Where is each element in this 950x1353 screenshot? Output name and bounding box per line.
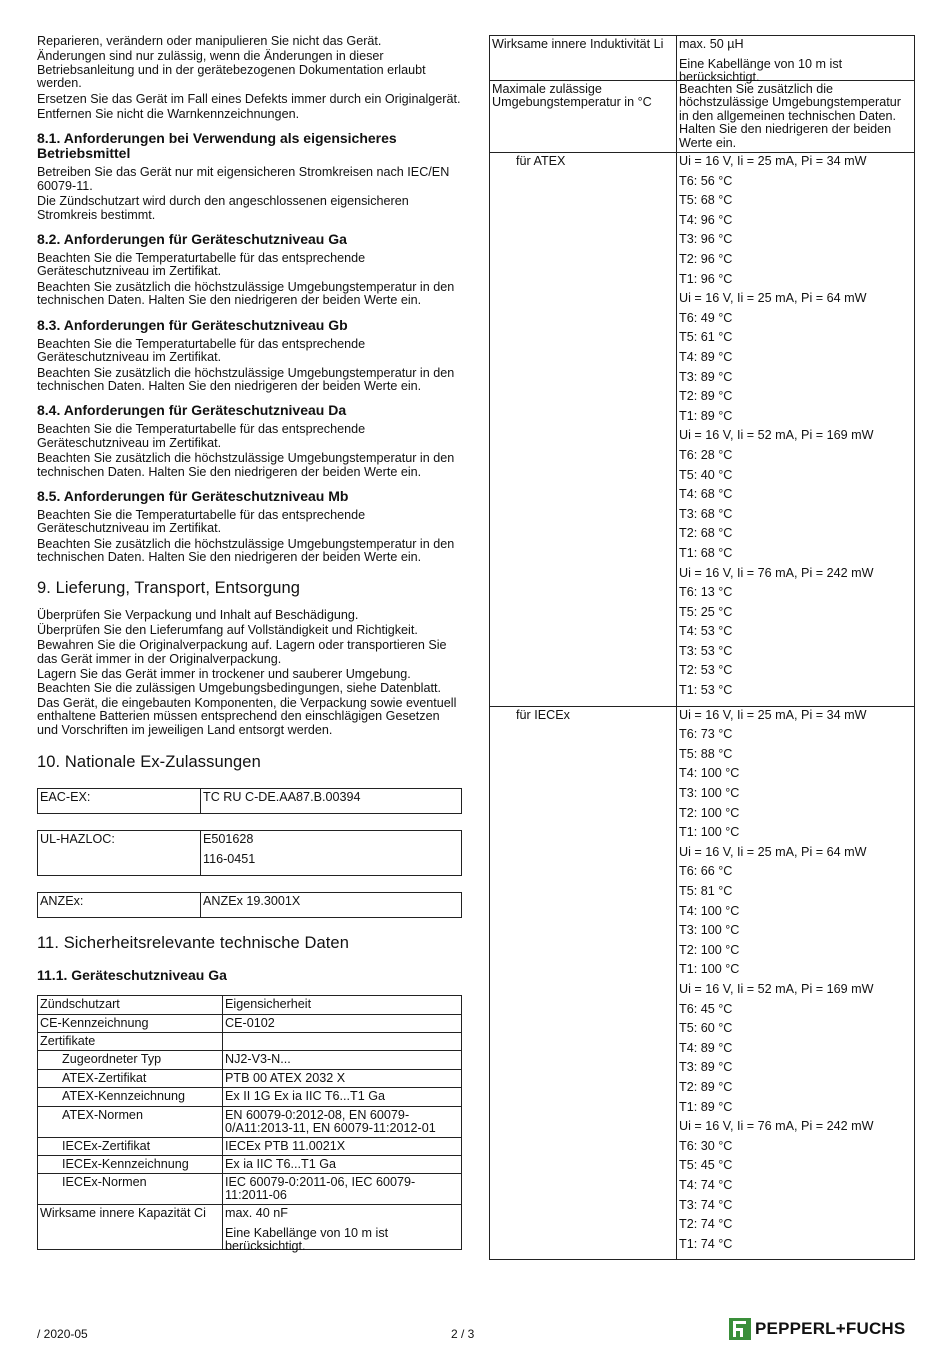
temp-value-line: T2: 89 °C [679,1079,733,1094]
tech-value [223,1156,462,1174]
paragraph: Überprüfen Sie Verpackung und Inhalt auf Beschädigung. [37,607,359,622]
temp-value-line: T2: 53 °C [679,663,733,678]
section-8-4 [37,403,462,479]
tech-value-line: Ex II 1G Ex ia IIC T6...T1 Ga [225,1089,386,1104]
approval-value-line: 116-0451 [203,852,256,867]
tech-row [38,1051,462,1069]
paragraph: Beachten Sie die Temperaturtabelle für das entsprechende Geräteschutzniveau im Zertifikat. [37,507,366,536]
approval-key: UL-HAZLOC: [38,831,201,876]
tech-row [38,1156,462,1174]
temp-value-line: Ui = 16 V, Ii = 25 mA, Pi = 34 mW [679,707,867,722]
temp-value-line: T5: 45 °C [679,1158,733,1173]
temp-value-line: T3: 100 °C [679,923,740,938]
tech-value-line: max. 40 nF [225,1206,288,1221]
temp-value-line: T4: 89 °C [679,1040,733,1055]
tech-key: CE-Kennzeichnung [38,1014,223,1032]
paragraph: Reparieren, verändern oder manipulieren Sie nicht das Gerät. [37,34,382,48]
temp-value [677,706,915,1260]
tech-value-line: CE-0102 [225,1015,275,1030]
temp-value-line: T5: 25 °C [679,604,733,619]
tech-data-table [37,995,462,1254]
tech-key: Wirksame innere Kapazität Ci [38,1205,223,1250]
temp-value-line: T2: 89 °C [679,389,733,404]
temp-value-line: T2: 100 °C [679,805,740,820]
approval-value [201,893,462,918]
section-11-1-title: 11.1. Geräteschutzniveau Ga [37,967,227,984]
paragraph: Bewahren Sie die Originalverpackung auf. Lagern oder transportieren Sie das Gerät immer in der Originalverpackung. [37,638,447,666]
tech-row [38,1069,462,1087]
temp-value-line: T3: 53 °C [679,643,733,658]
tech-value-line: EN 60079-0:2012-08, EN 60079-0/A11:2013-11, EN 60079-11:2012-01 [225,1107,436,1135]
temp-key: für ATEX [490,153,677,707]
tech-value-line: Ex ia IIC T6...T1 Ga [225,1157,337,1172]
subsection-title: 8.3. Anforderungen für Geräteschutzniveau Gb [37,316,348,333]
tech-row [38,1174,462,1205]
paragraph: Entfernen Sie nicht die Warnkennzeichnungen. [37,107,300,122]
tech-value [223,1014,462,1032]
approval-table [37,830,462,876]
temp-key: Wirksame innere Induktivität Li [490,36,677,81]
tech-row [38,1137,462,1155]
temp-row [490,36,915,81]
tech-key: ATEX-Normen [38,1106,223,1137]
temp-row [490,706,915,1260]
paragraph: Beachten Sie zusätzlich die höchstzulässige Umgebungstemperatur in den technischen Daten. Halten Sie den niedrigeren der beiden Werte ein. [37,365,455,393]
paragraph: Beachten Sie die Temperaturtabelle für das entsprechende Geräteschutzniveau im Zertifikat. [37,251,366,279]
subsection-title: 8.4. Anforderungen für Geräteschutzniveau Da [37,402,347,419]
temp-value-line: T2: 96 °C [679,252,733,266]
approval-table [37,788,462,814]
approval-key: EAC-EX: [38,789,201,814]
temp-value-line: Ui = 16 V, Ii = 52 mA, Pi = 169 mW [679,428,874,443]
tech-row [38,1088,462,1106]
section-8-1 [37,131,462,222]
temp-value-line: T4: 53 °C [679,624,733,639]
temp-value-line: Ui = 16 V, Ii = 25 mA, Pi = 34 mW [679,154,867,169]
tech-value-line: IEC 60079-0:2011-06, IEC 60079-11:2011-06 [225,1175,416,1203]
paragraph: Überprüfen Sie den Lieferumfang auf Vollständigkeit und Richtigkeit. [37,622,418,637]
temp-value-line: T5: 88 °C [679,746,733,761]
temp-value-line: T6: 30 °C [679,1138,733,1153]
paragraph: Die Zündschutzart wird durch den angeschlossenen eigensicheren Stromkreis bestimmt. [37,194,409,222]
tech-value [223,1033,462,1051]
temp-value-line: T5: 61 °C [679,330,733,345]
temp-key: für IECEx [490,706,677,1260]
tech-value-line: Eigensicherheit [225,997,312,1012]
temp-value-line: T3: 89 °C [679,1060,733,1075]
approval-table [37,892,462,918]
brand-name: PEPPERL+FUCHS [755,1319,906,1339]
temp-value-line: Ui = 16 V, Ii = 52 mA, Pi = 169 mW [679,981,874,996]
temp-value [677,81,915,153]
temp-value-line: T1: 100 °C [679,825,740,840]
tech-value [223,1205,462,1254]
tech-row [38,1033,462,1051]
paragraph: Betreiben Sie das Gerät nur mit eigensicheren Stromkreisen nach IEC/EN 60079-11. [37,165,450,193]
paragraph: Beachten Sie die Temperaturtabelle für das entsprechende Geräteschutzniveau im Zertifikat. [37,336,366,365]
tech-row [38,1014,462,1032]
approval-value-line: TC RU C-DE.AA87.B.00394 [203,790,361,805]
subsection-title: 8.5. Anforderungen für Geräteschutzniveau Mb [37,487,349,504]
paragraph: Beachten Sie zusätzlich die höchstzulässige Umgebungstemperatur in den technischen Daten. Halten Sie den niedrigeren der beiden Werte ein. [37,536,455,565]
paragraph: Beachten Sie zusätzlich die höchstzulässige Umgebungstemperatur in den technischen Daten. Halten Sie den niedrigeren der beiden Werte ein. [37,279,455,308]
temp-value-line: T6: 56 °C [679,173,733,188]
temp-value-line: T6: 66 °C [679,864,733,879]
temp-value-line: T1: 68 °C [679,545,733,560]
section-9 [37,609,462,738]
temp-value-line: T3: 68 °C [679,506,733,521]
tech-key: Zertifikate [38,1033,223,1051]
temp-value-line: Ui = 16 V, Ii = 76 mA, Pi = 242 mW [679,565,874,580]
tech-row [38,1106,462,1137]
tech-key: IECEx-Normen [38,1174,223,1205]
temp-row [490,81,915,153]
section-10-title: 10. Nationale Ex-Zulassungen [37,753,261,772]
section-11-title: 11. Sicherheitsrelevante technische Daten [37,934,349,953]
approval-value [201,789,462,814]
temp-value-line: T5: 40 °C [679,467,733,482]
temp-value-line: T6: 49 °C [679,310,733,325]
paragraph: Ersetzen Sie das Gerät im Fall eines Defekts immer durch ein Originalgerät. [37,91,461,106]
page-number: 2 / 3 [451,1327,475,1341]
temp-value-line: T4: 68 °C [679,487,733,502]
temp-value-line: T4: 74 °C [679,1177,733,1192]
temp-value-line: T1: 74 °C [679,1236,733,1251]
section-9-title: 9. Lieferung, Transport, Entsorgung [37,578,301,597]
temp-value-line: T5: 68 °C [679,193,733,208]
pf-logo-icon [729,1318,751,1340]
tech-value [223,996,462,1014]
temp-value-line: T6: 13 °C [679,585,733,600]
temp-value-line: T1: 89 °C [679,1099,733,1114]
temp-value-line: T4: 89 °C [679,349,733,364]
approval-value [201,831,462,876]
tech-value-line: Eine Kabellänge von 10 m ist berücksichtigt. [225,1226,389,1254]
temp-key: Maximale zulässige Umgebungstemperatur in °C [490,81,677,153]
temp-value-line: T1: 89 °C [679,408,733,423]
temperature-table [489,35,915,1260]
temp-value-line: T4: 96 °C [679,212,733,227]
tech-value-line: PTB 00 ATEX 2032 X [225,1070,346,1085]
tech-key: ATEX-Kennzeichnung [38,1088,223,1106]
tech-value [223,1051,462,1069]
temp-value-line: T5: 81 °C [679,884,733,898]
subsection-title: 8.2. Anforderungen für Geräteschutzniveau Ga [37,231,347,248]
tech-row [38,1205,462,1250]
left-column [37,34,462,1254]
approval-value-line: ANZEx 19.3001X [203,894,301,909]
section-8-5 [37,489,462,565]
tech-key: Zündschutzart [38,996,223,1014]
tech-value [223,1088,462,1106]
temp-value-line: T3: 74 °C [679,1197,733,1212]
right-column [489,35,915,1260]
paragraph: Lagern Sie das Gerät immer in trockener und sauberer Umgebung. Beachten Sie die zulässigen Umgebungsbedingungen, siehe Datenblatt. [37,667,441,695]
temp-value-line: Ui = 16 V, Ii = 25 mA, Pi = 64 mW [679,844,867,859]
footer-date: / 2020-05 [37,1327,88,1341]
temp-value-line: T4: 100 °C [679,903,740,918]
temp-value [677,36,915,85]
temp-value-line: T5: 60 °C [679,1021,733,1036]
intro-block [37,35,462,121]
tech-key: IECEx-Kennzeichnung [38,1156,223,1174]
tech-row [38,996,462,1014]
temp-row [490,153,915,707]
temp-value-line: T6: 73 °C [679,727,733,742]
temp-value-line: T3: 96 °C [679,232,733,247]
paragraph: Das Gerät, die eingebauten Komponenten, die Verpackung sowie eventuell enthaltene Batterien müssen entsprechend den einschlägigen Gesetzen und Vorschriften im jeweiligen Land entsorgt werden. [37,696,457,737]
temp-value-line: T2: 68 °C [679,526,733,541]
tech-value [223,1137,462,1155]
temp-value-line: T4: 100 °C [679,766,740,781]
temp-value-line: T1: 53 °C [679,683,733,698]
approval-key: ANZEx: [38,893,201,918]
tech-key: Zugeordneter Typ [38,1051,223,1069]
temp-value-line: T6: 28 °C [679,447,733,462]
temp-value-line: T1: 100 °C [679,962,740,977]
temp-value [677,153,915,707]
tech-value [223,1069,462,1087]
tech-value-line: NJ2-V3-N... [225,1052,291,1067]
section-8-2 [37,232,462,308]
paragraph: Änderungen sind nur zulässig, wenn die Änderungen in dieser Betriebsanleitung und in der gerätebezogenen Dokumentation erlaubt werden. [37,49,426,91]
tech-key: IECEx-Zertifikat [38,1137,223,1155]
approval-value-line: E501628 [203,832,254,847]
paragraph: Beachten Sie die Temperaturtabelle für das entsprechende Geräteschutzniveau im Zertifikat. [37,422,366,450]
subsection-title: 8.1. Anforderungen bei Verwendung als eigensicheres Betriebsmittel [37,130,397,162]
temp-value-line: T3: 89 °C [679,369,733,384]
temp-value-line: Ui = 16 V, Ii = 76 mA, Pi = 242 mW [679,1119,874,1134]
temp-value-line: Eine Kabellänge von 10 m ist berücksichtigt. [679,57,843,85]
temp-value-line: T1: 96 °C [679,271,733,286]
temp-value-line: max. 50 µH [679,37,744,51]
paragraph: Beachten Sie zusätzlich die höchstzulässige Umgebungstemperatur in den technischen Daten. Halten Sie den niedrigeren der beiden Werte ein. [37,451,455,479]
temp-value-line: T2: 100 °C [679,942,740,957]
approvals-tables [37,788,462,918]
tech-value-line: IECEx PTB 11.0021X [225,1138,346,1153]
tech-value [223,1106,462,1137]
temp-value-line: T2: 74 °C [679,1217,733,1232]
temp-value-line: Beachten Sie zusätzlich die höchstzulässige Umgebungstemperatur in den allgemeinen technischen Daten. Halten Sie den niedrigeren der beiden Werte ein. [679,82,901,150]
temp-value-line: Ui = 16 V, Ii = 25 mA, Pi = 64 mW [679,291,867,306]
tech-value [223,1174,462,1205]
tech-key: ATEX-Zertifikat [38,1069,223,1087]
temp-value-line: T3: 100 °C [679,786,740,801]
temp-value-line: T6: 45 °C [679,1001,733,1016]
brand-logo [729,1318,905,1340]
section-8-3 [37,318,462,394]
